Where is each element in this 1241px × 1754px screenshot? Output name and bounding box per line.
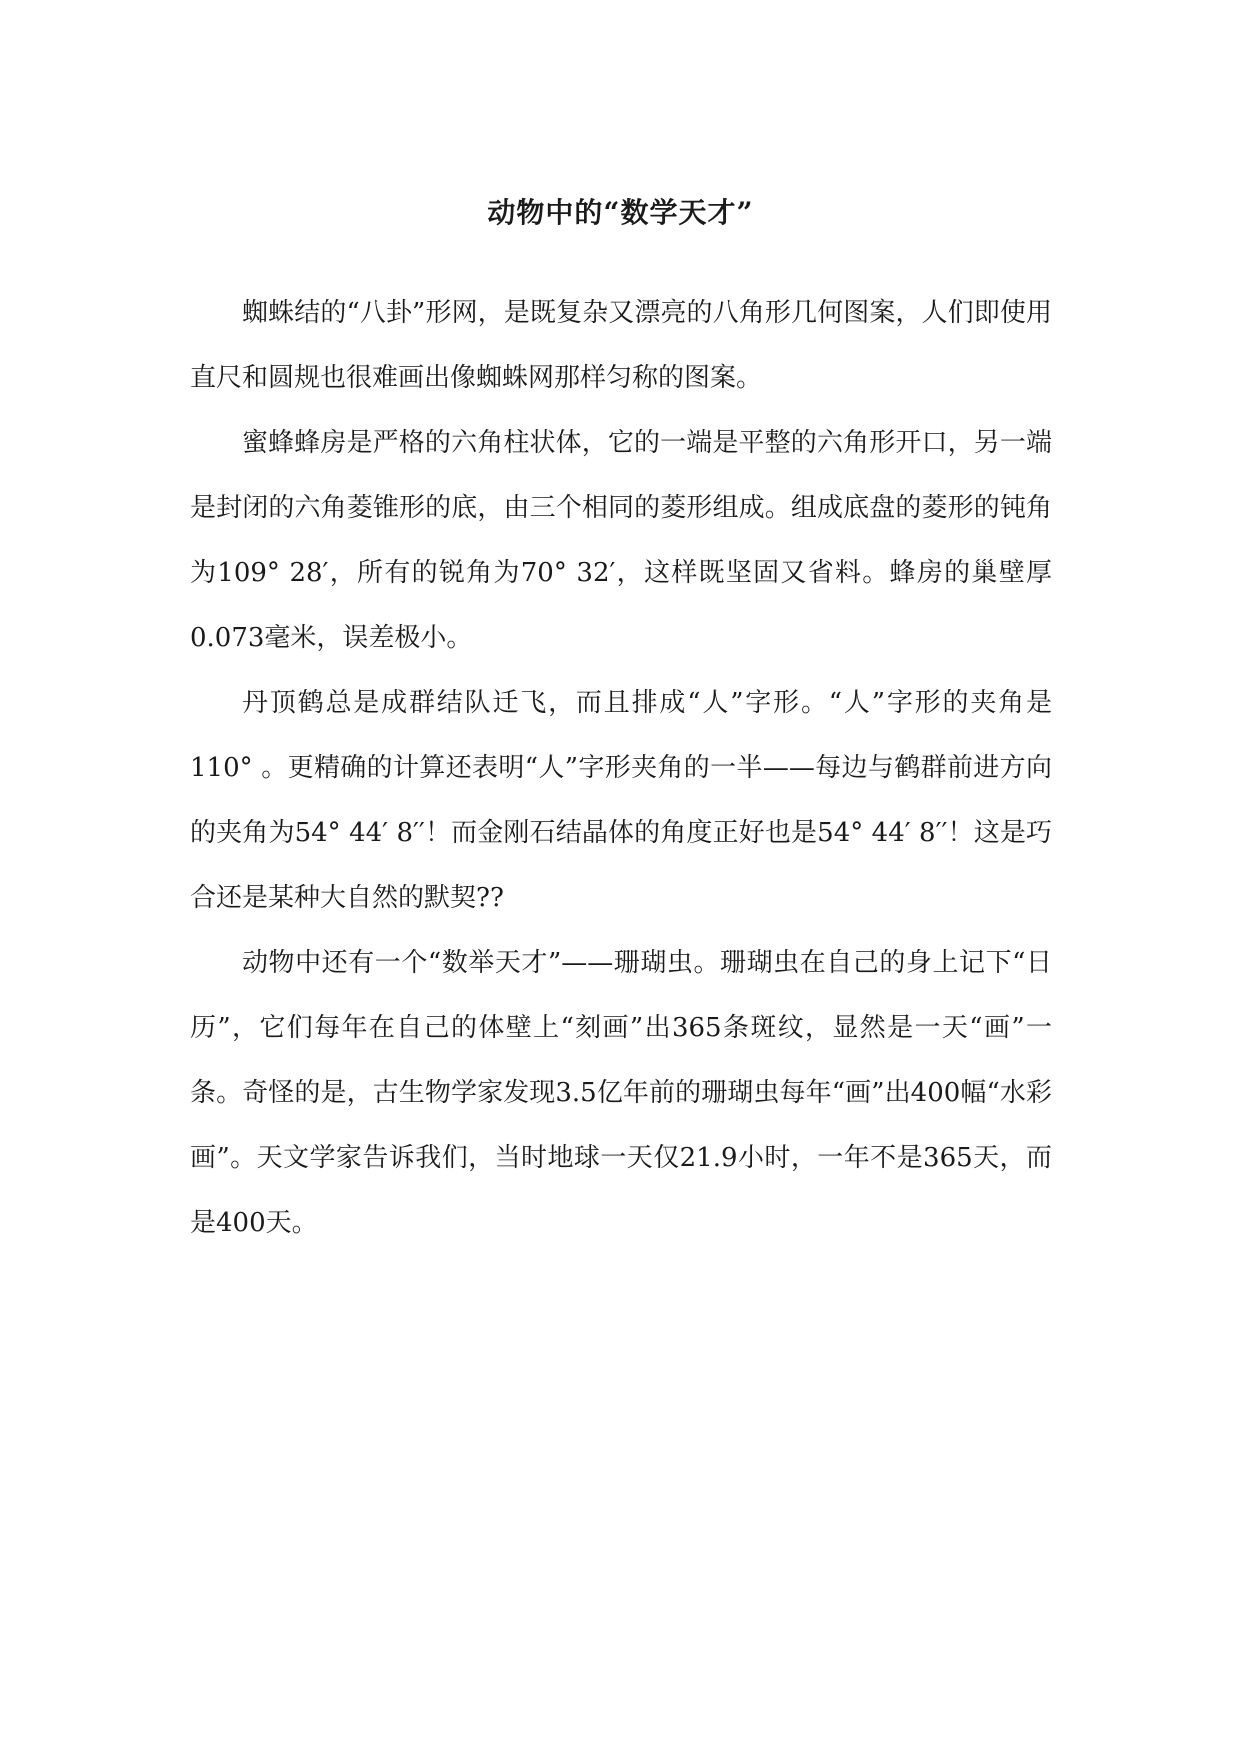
paragraph-coral-calendar: 动物中还有一个“数举天才”——珊瑚虫。珊瑚虫在自己的身上记下“日历”，它们每年在自己的体壁上“刻画”出365条斑纹，显然是一天“画”一条。奇怪的是，古生物学家发现3.5亿年前的珊瑚虫每年“画”出400幅“水彩画”。天文学家告诉我们，当时地球一天仅21.9小时，一年不是365天，而是400天。 xyxy=(190,948,1052,1238)
paragraph-crane-formation: 丹顶鹤总是成群结队迁飞，而且排成“人”字形。“人”字形的夹角是110° 。更精确的计算还表明“人”字形夹角的一半——每边与鹤群前进方向的夹角为54° 44′ 8′′！而金刚石结晶体的角度正好也是54° 44′ 8′′！这是巧合还是某种大自然的默契?? xyxy=(190,688,1052,913)
paragraph-honeycomb: 蜜蜂蜂房是严格的六角柱状体，它的一端是平整的六角形开口，另一端是封闭的六角菱锥形的底，由三个相同的菱形组成。组成底盘的菱形的钝角为109° 28′，所有的锐角为70° 32′，这样既坚固又省料。蜂房的巢壁厚0.073毫米，误差极小。 xyxy=(190,428,1052,653)
paragraph-spider-web: 蜘蛛结的“八卦”形网，是既复杂又漂亮的八角形几何图案，人们即使用直尺和圆规也很难画出像蜘蛛网那样匀称的图案。 xyxy=(190,298,1052,393)
document-body xyxy=(190,281,1052,1256)
document-title: 动物中的“数学天才” xyxy=(487,196,754,229)
